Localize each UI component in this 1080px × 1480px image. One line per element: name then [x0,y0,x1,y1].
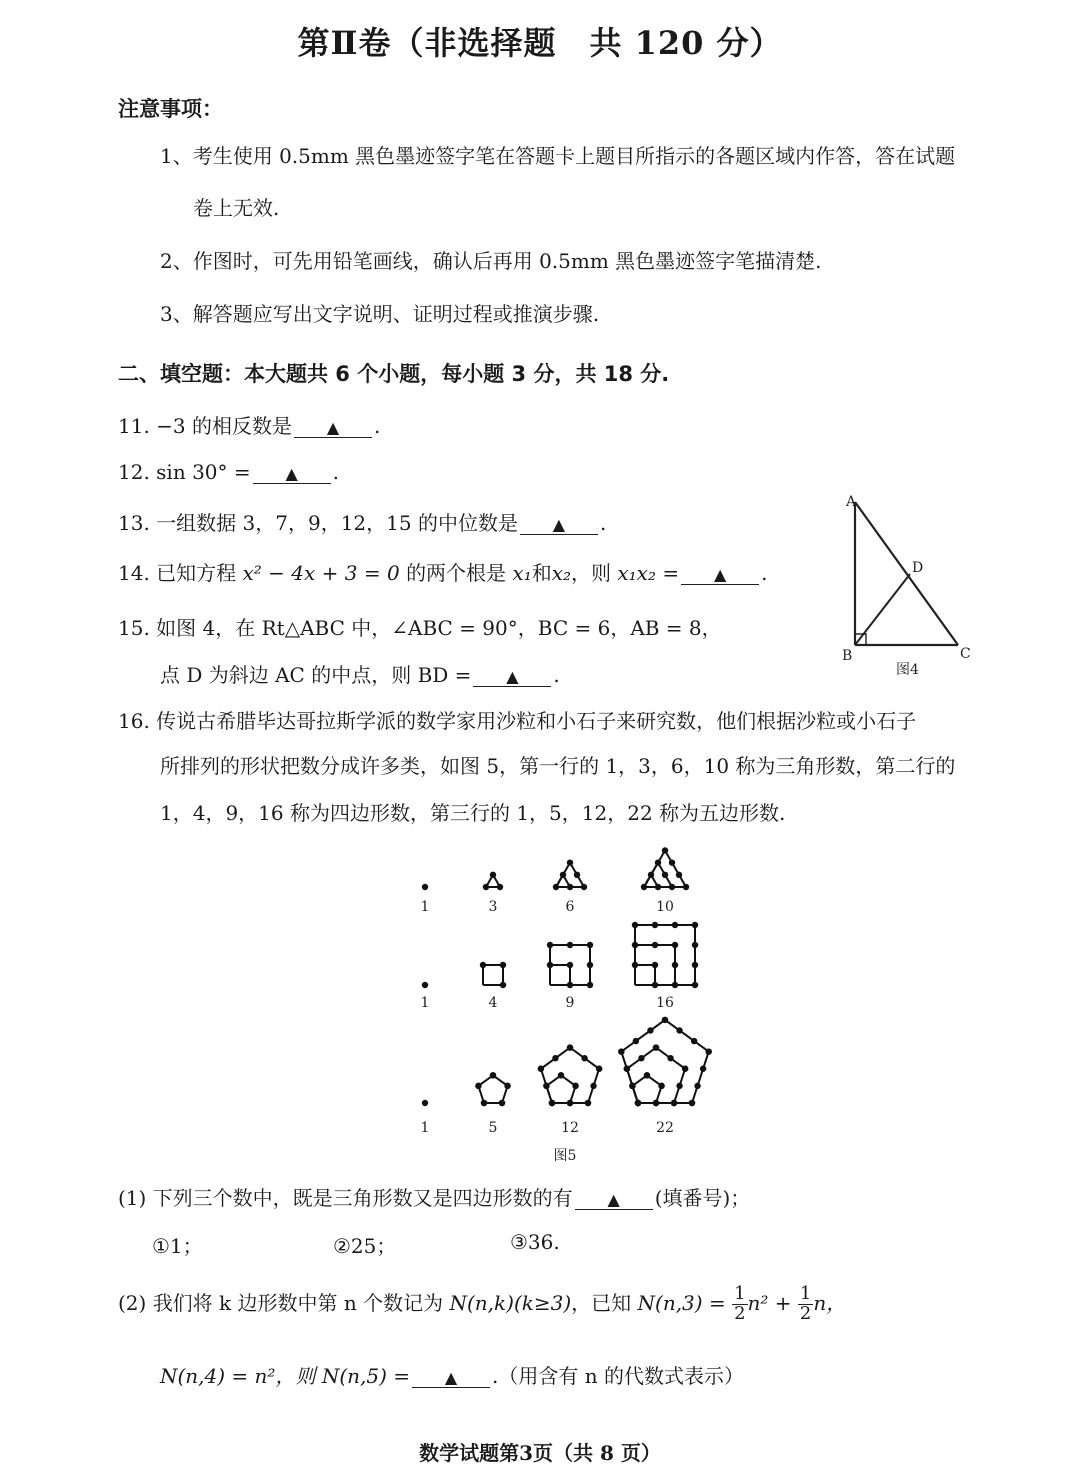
fraction-numerator: 1 [734,1283,746,1304]
fraction-denominator: 2 [799,1302,812,1324]
pentagonal-dot [552,1055,558,1061]
notice-item-2: 2、作图时，可先用铅笔画线，确认后再用 0.5mm 黑色墨迹签字笔描清楚. [160,249,822,273]
answer-blank-16-1[interactable]: ▲ [575,1192,653,1210]
triangular-dot [683,884,689,890]
pentagonal-edge [541,1048,599,1103]
square-dot [672,922,678,928]
pentagonal-dot [694,1083,700,1089]
square-dot [567,942,573,948]
pentagonal-edge [478,1075,507,1103]
page-footer: 数学试题第3页（共 8 页） [419,1441,661,1465]
fraction-half-2 [798,1285,813,1324]
question-16-line-3: 1，4，9，16 称为四边形数，第三行的 1，5，12，22 称为五边形数. [160,801,786,825]
triangular-dot [655,884,661,890]
triangular-dot [662,847,668,853]
square-number-label: 16 [656,995,674,1011]
pentagonal-number-label: 1 [420,1120,430,1136]
pentagonal-dot [481,1100,487,1106]
answer-blank-15[interactable]: ▲ [473,669,551,687]
pentagonal-dot [629,1083,635,1089]
square-dot [480,962,486,968]
pentagonal-dot [638,1055,644,1061]
square-dot [587,962,593,968]
pentagonal-dot [682,1066,688,1072]
pentagonal-dot [499,1100,505,1106]
pentagonal-dot [676,1083,682,1089]
pentagonal-dot [624,1066,630,1072]
figure-5 [400,835,730,1170]
square-number-label: 9 [565,995,575,1011]
square-dot [500,962,506,968]
notice-item-1-cont: 卷上无效. [193,196,280,220]
sub-question-1 [118,1182,750,1211]
pentagonal-number-label: 22 [656,1120,674,1136]
pentagonal-dot [549,1100,555,1106]
triangular-dot [581,884,587,890]
notice-item-1: 1、考生使用 0.5mm 黑色墨迹签字笔在答题卡上题目所指示的各题区域内作答，答在试题 [160,144,956,168]
pentagonal-dot [644,1072,650,1078]
fig4-label-a: A [846,494,857,510]
question-15-line-2 [160,659,560,688]
fraction-denominator: 2 [734,1302,746,1324]
fig4-caption: 图4 [896,662,919,678]
pentagonal-dot [490,1072,496,1078]
question-14 [118,557,767,586]
pentagonal-dot [633,1038,639,1044]
figure-4 [830,490,990,690]
question-14-end: . [761,561,768,585]
square-dot [692,982,698,988]
question-12-end: . [332,460,339,484]
pentagonal-dot [596,1066,602,1072]
question-15-end: . [553,663,560,687]
question-14-and: 和 [531,561,552,585]
question-16-line-2: 所排列的形状把数分成许多类，如图 5，第一行的 1，3，6，10 称为三角形数，第二行的 [160,754,956,778]
square-dot [632,922,638,928]
pentagonal-dot [572,1083,578,1089]
pentagonal-dot [543,1083,549,1089]
question-11-end: . [374,414,381,438]
pentagonal-dot [705,1048,711,1054]
square-dot [632,962,638,968]
triangular-dot [669,859,675,865]
sub-question-2-line-1 [118,1285,846,1324]
sub-question-2-end: .（用含有 n 的代数式表示） [492,1364,744,1388]
notice-item-3: 3、解答题应写出文字说明、证明过程或推演步骤. [160,302,600,326]
question-12-text: 12. sin 30° = [118,460,251,484]
sub-question-1-end: (填番号)； [654,1186,751,1210]
square-dot [652,962,658,968]
pentagonal-dot [671,1100,677,1106]
square-dot [692,922,698,928]
triangular-dot [490,872,496,878]
square-dot [692,942,698,948]
question-13-end: . [599,511,607,535]
sub-question-1-text: (1) 下列三个数中，既是三角形数又是四边形数的有 [118,1186,573,1210]
question-14-equation: x² − 4x + 3 = 0 [242,561,400,585]
sub-question-2-line-2 [160,1360,744,1389]
triangular-number-label: 3 [488,899,498,915]
answer-blank-12[interactable]: ▲ [253,466,331,484]
pentagonal-number-label: 12 [561,1120,579,1136]
triangular-dot [553,884,559,890]
square-dot [672,962,678,968]
sub-question-2-notation: N(n,k)(k≥3) [449,1290,572,1315]
square-dot [547,942,553,948]
option-1: ①1； [152,1234,203,1258]
question-12 [118,460,339,484]
figure-5-caption: 图5 [553,1148,577,1164]
fig4-label-c: C [960,646,971,662]
triangular-dot [567,884,573,890]
pentagonal-dot [689,1100,695,1106]
pentagonal-dot [676,1027,682,1033]
pentagonal-dot [567,1044,573,1050]
pentagonal-dot [658,1083,664,1089]
pentagonal-dot [691,1038,697,1044]
triangular-dot [567,859,573,865]
square-dot [632,942,638,948]
fig4-label-d: D [912,560,924,576]
pentagonal-dot [700,1066,706,1072]
page-title: 第Ⅱ卷（非选择题 共 120 分） [297,24,783,62]
option-2: ②25； [333,1234,397,1258]
question-16-line-1: 16. 传说古希腊毕达哥拉斯学派的数学家用沙粒和小石子来研究数，他们根据沙粒或小石子 [118,709,917,733]
pentagonal-dot [647,1027,653,1033]
sub-question-2-lead: (2) 我们将 k 边形数中第 n 个数记为 [118,1290,444,1315]
square-dot [587,982,593,988]
square-dot [547,962,553,968]
formula-n-term: n， [813,1290,847,1315]
square-dot [672,982,678,988]
formula-n5-lhs: N(n,5) = [321,1364,410,1388]
question-15-text: 点 D 为斜边 AC 的中点，则 BD = [160,663,472,687]
square-dot [422,982,428,988]
triangular-dot [422,884,428,890]
square-dot [672,942,678,948]
pentagonal-dot [653,1044,659,1050]
question-14-root-1: x₁ [512,561,532,585]
fraction-numerator: 1 [799,1283,812,1304]
answer-blank-13[interactable]: ▲ [520,517,598,535]
square-dot [500,982,506,988]
option-3: ③36. [510,1230,560,1254]
pentagonal-dot [504,1083,510,1089]
pentagonal-dot [538,1066,544,1072]
question-13 [118,507,606,536]
pentagonal-dot [618,1048,624,1054]
pentagonal-dot [581,1055,587,1061]
question-13-text: 13. 一组数据 3，7，9，12，15 的中位数是 [118,511,518,535]
pentagonal-dot [590,1083,596,1089]
triangular-dot [655,859,661,865]
triangular-dot [483,884,489,890]
triangular-dot [676,872,682,878]
triangular-dot [662,872,668,878]
fig4-label-b: B [842,648,853,664]
pentagonal-dot [567,1100,573,1106]
pentagonal-dot [475,1083,481,1089]
sub-question-2-known: ，已知 [571,1290,632,1315]
triangular-number-label: 1 [420,899,430,915]
notice-heading: 注意事项： [118,97,223,121]
pentagonal-dot [585,1100,591,1106]
question-11-text: 11. −3 的相反数是 [118,414,293,438]
square-dot [567,982,573,988]
formula-n-squared-term: n² + [747,1290,792,1315]
pentagonal-dot [667,1055,673,1061]
question-14-lead: 14. 已知方程 [118,561,237,585]
square-dot [652,982,658,988]
question-14-mid: 的两个根是 [406,561,507,585]
triangular-dot [641,884,647,890]
square-dot [652,922,658,928]
square-number-label: 4 [488,995,498,1011]
square-dot [587,942,593,948]
triangular-number-label: 10 [656,899,674,915]
fraction-half-1 [732,1285,747,1324]
triangular-dot [648,872,654,878]
pentagonal-dot [662,1017,668,1023]
pentagonal-edge [621,1020,708,1103]
pentagonal-dot [635,1100,641,1106]
triangular-dot [497,884,503,890]
question-14-product: x₁x₂ = [617,561,680,585]
pentagonal-dot [653,1100,659,1106]
section-fill-blank-heading: 二、填空题：本大题共 6 个小题，每小题 3 分，共 18 分. [118,362,670,386]
square-number-label: 1 [420,995,430,1011]
square-dot [567,962,573,968]
triangular-number-label: 6 [565,899,575,915]
question-14-root-2: x₂ [551,561,572,585]
triangular-dot [574,872,580,878]
triangular-dot [560,872,566,878]
formula-n4: N(n,4) = n²，则 [160,1364,316,1388]
square-dot [692,962,698,968]
pentagonal-dot [422,1100,428,1106]
answer-blank-11[interactable]: ▲ [294,420,372,438]
answer-blank-14[interactable]: ▲ [681,567,759,585]
pentagonal-dot [558,1072,564,1078]
square-dot [652,942,658,948]
question-11 [118,410,380,439]
pentagonal-number-label: 5 [488,1120,498,1136]
answer-blank-16-2[interactable]: ▲ [412,1370,490,1388]
formula-n3-lhs: N(n,3) = [637,1290,726,1315]
question-14-then: ，则 [571,561,612,585]
triangular-dot [669,884,675,890]
question-15-line-1: 15. 如图 4，在 Rt△ABC 中，∠ABC = 90°，BC = 6，AB = 8， [118,616,722,640]
